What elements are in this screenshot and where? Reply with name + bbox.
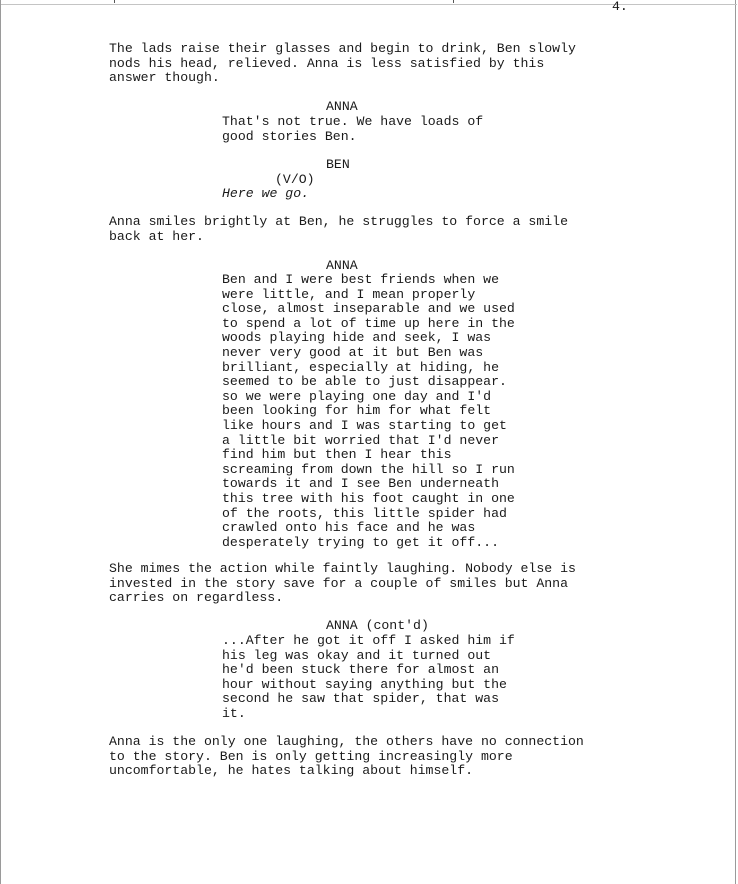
- page-number: 4.: [612, 0, 628, 14]
- top-edge-tick: [114, 0, 115, 3]
- dialogue-anna-2: Ben and I were best friends when we were little, and I mean properly close, almost inseparable and we used to spend a lot of time up here in the woods playing hide and seek, I was never very good at it but Ben was brilliant, especially at hiding, he seemed to be able to just disappear. so we were playing one day and I'd been looking for him for what felt like hours and I was starting to get a little bit worried that I'd never find him but then I hear this screaming from down the hill so I run towards it and I see Ben underneath this tree with his foot caught in one of the roots, this little spider had crawled onto his face and he was desperately trying to get it off...: [222, 272, 515, 550]
- character-anna: ANNA: [326, 99, 358, 114]
- action-block-2: Anna smiles brightly at Ben, he struggles to force a smile back at her.: [109, 214, 568, 244]
- character-ben: BEN: [326, 157, 350, 172]
- action-block-1: The lads raise their glasses and begin to drink, Ben slowly nods his head, relieved. Anna is less satisfied by this answer though.: [109, 41, 576, 86]
- action-block-3: She mimes the action while faintly laughing. Nobody else is invested in the story save for a couple of smiles but Anna carries on regardless.: [109, 561, 576, 606]
- parenthetical-vo: (V/O): [275, 172, 315, 187]
- dialogue-ben-1: Here we go.: [222, 186, 310, 201]
- dialogue-anna-3: ...After he got it off I asked him if his leg was okay and it turned out he'd been stuck there for almost an hour without saying anything but the second he saw that spider, that was it.: [222, 633, 515, 721]
- dialogue-anna-1: That's not true. We have loads of good stories Ben.: [222, 114, 484, 144]
- character-anna: ANNA: [326, 258, 358, 273]
- top-edge-tick: [453, 0, 454, 3]
- character-anna-contd: ANNA (cont'd): [326, 618, 429, 633]
- action-block-4: Anna is the only one laughing, the others have no connection to the story. Ben is only getting increasingly more uncomfortable, he hates talking about himself.: [109, 734, 584, 779]
